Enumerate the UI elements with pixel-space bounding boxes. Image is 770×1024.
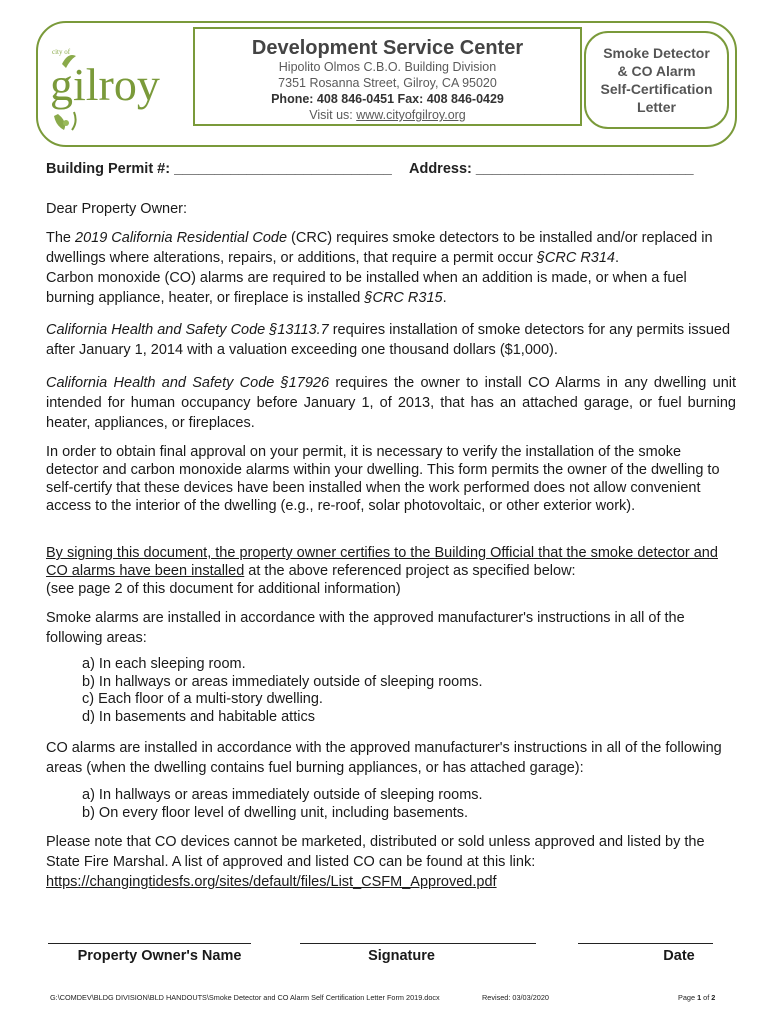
dept-info-box bbox=[193, 27, 582, 126]
page-number: Page 1 of 2 bbox=[678, 993, 716, 1002]
form-title-line: & CO Alarm bbox=[617, 63, 696, 79]
form-title-line: Self-Certification bbox=[600, 81, 713, 97]
form-title-box bbox=[584, 31, 729, 129]
paragraph-crc: The 2019 California Residential Code (CRC) requires smoke detectors to be installed and/or replaced in dwellings where alterations, repairs, or additions, that require a permit occur §CRC R314. Carbon monoxide (CO) alarms are required to be installed when an addition is made, or when a fuel burning appliance, heater, or fireplace is installed §CRC R315. bbox=[46, 230, 713, 306]
list-item: a) In each sleeping room. bbox=[82, 656, 246, 672]
paragraph-approval: In order to obtain final approval on your permit, it is necessary to verify the installation of the smoke detector and carbon monoxide alarms within your dwelling. This form permits the owner of the dwelling to self-certify that these devices have been installed when the work performed does not allow convenient access to the interior of the dwelling (e.g., re-roof, solar photovoltaic, or other exterior work). bbox=[46, 444, 720, 514]
smoke-alarm-list bbox=[82, 656, 483, 726]
address-line: 7351 Rosanna Street, Gilroy, CA 95020 bbox=[278, 76, 497, 90]
logo-small-text: city of bbox=[52, 48, 71, 56]
paragraph-csfm: Please note that CO devices cannot be marketed, distributed or sold unless approved and listed by the State Fire Marshal. A list of approved and listed CO can be found at this link: https://changingtidesfs.org/sites/default/files/List_CSFM_Approved.pdf bbox=[46, 834, 705, 890]
owner-name-label: Property Owner's Name bbox=[77, 948, 242, 964]
paragraph-smoke-areas: Smoke alarms are installed in accordance with the approved manufacturer's instructions in all of the following areas: bbox=[46, 610, 685, 646]
website-link[interactable]: www.cityofgilroy.org bbox=[356, 108, 466, 122]
list-item: b) On every floor level of dwelling unit, including basements. bbox=[82, 804, 469, 821]
paragraph-certification: By signing this document, the property owner certifies to the Building Official that the smoke detector and CO alarms have been installed at the above referenced project as specified below: (see page 2 of this document for additional information) bbox=[46, 545, 718, 597]
date-label: Date bbox=[663, 948, 695, 964]
paragraph-hsc-17926: California Health and Safety Code §17926 requires the owner to install CO Alarms in any dwelling unit intended for human occupancy before January 1, of 2013, that has an attached garage, or fuel burning heater, appliances, or fireplaces. bbox=[46, 375, 737, 431]
address-field[interactable]: Address: ___________________________ bbox=[409, 161, 694, 177]
signature-label: Signature bbox=[368, 948, 435, 964]
building-permit-field[interactable]: Building Permit #: ___________________________ bbox=[46, 161, 392, 177]
file-path: G:\COMDEV\BLDG DIVISION\BLD HANDOUTS\Smoke Detector and CO Alarm Self Certification Letter Form 2019.docx bbox=[50, 993, 440, 1002]
paragraph-hsc-13113: California Health and Safety Code §13113.7 requires installation of smoke detectors for any permits issued after January 1, 2014 with a valuation exceeding one thousand dollars ($1,000). bbox=[46, 322, 731, 358]
signature-line[interactable] bbox=[300, 943, 536, 944]
list-item: b) In hallways or areas immediately outside of sleeping rooms. bbox=[82, 673, 483, 690]
co-alarm-list bbox=[82, 787, 483, 822]
date-line[interactable] bbox=[578, 943, 713, 944]
dept-title: Development Service Center bbox=[251, 37, 524, 59]
form-title-line: Smoke Detector bbox=[603, 45, 710, 61]
list-item: c) Each floor of a multi-story dwelling. bbox=[82, 691, 323, 707]
visit-line: Visit us: www.cityofgilroy.org bbox=[309, 108, 466, 122]
gilroy-logo bbox=[44, 28, 184, 140]
paragraph-co-areas: CO alarms are installed in accordance with the approved manufacturer's instructions in all of the following areas (when the dwelling contains fuel burning appliances, or has attached garage): bbox=[46, 740, 722, 776]
list-item: d) In basements and habitable attics bbox=[82, 708, 315, 725]
revised-date: Revised: 03/03/2020 bbox=[482, 993, 549, 1002]
greeting: Dear Property Owner: bbox=[46, 201, 188, 217]
csfm-list-link[interactable]: https://changingtidesfs.org/sites/default/files/List_CSFM_Approved.pdf bbox=[46, 874, 497, 890]
form-title-line: Letter bbox=[637, 99, 676, 115]
phone-line: Phone: 408 846-0451 Fax: 408 846-0429 bbox=[271, 92, 504, 106]
logo-text: gilroy bbox=[50, 59, 160, 110]
list-item: a) In hallways or areas immediately outside of sleeping rooms. bbox=[82, 787, 483, 803]
division-line: Hipolito Olmos C.B.O. Building Division bbox=[278, 60, 497, 74]
owner-name-line[interactable] bbox=[48, 943, 251, 944]
